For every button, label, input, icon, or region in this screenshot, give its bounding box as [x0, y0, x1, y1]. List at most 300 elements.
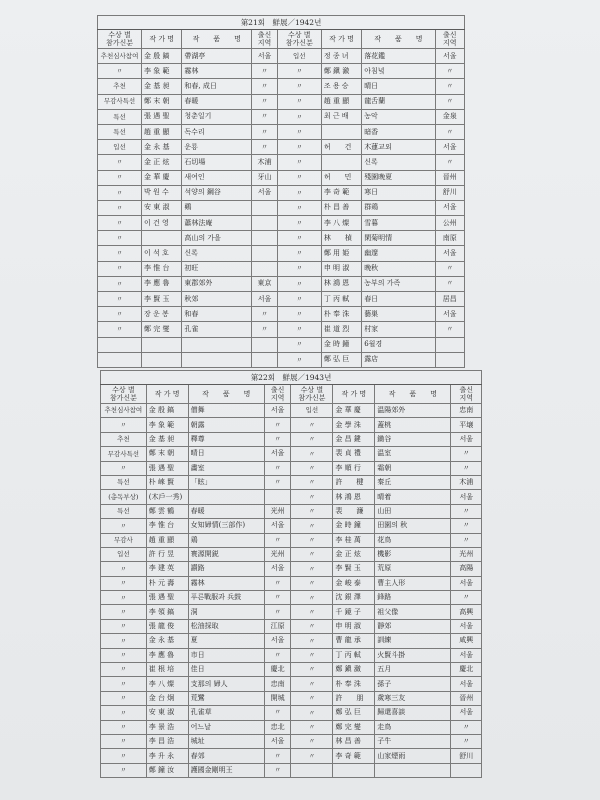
- artist-name-cell: 朴 奉 洙: [333, 677, 375, 691]
- artist-name-cell: 李 奇 範: [321, 185, 361, 200]
- artwork-title-cell: [188, 490, 264, 504]
- artist-name-cell: 金 華 慶: [333, 404, 375, 418]
- table-row: [101, 619, 482, 633]
- artwork-title-cell: 荒原: [375, 562, 451, 576]
- award-status-cell: 〃: [98, 170, 142, 185]
- origin-cell: 서울: [252, 292, 278, 307]
- artist-name-cell: 박 원 수: [142, 185, 182, 200]
- artwork-title-cell: 霧林: [182, 64, 252, 79]
- table-row: [101, 504, 482, 518]
- award-status-cell: 〃: [291, 734, 333, 748]
- artist-name-cell: 朴 奉 洙: [321, 307, 361, 322]
- table-row: [101, 432, 482, 446]
- artwork-title-cell: 霜朝: [375, 461, 451, 475]
- origin-cell: 〃: [252, 79, 278, 94]
- artist-name-cell: 張 遇 聖: [146, 591, 188, 605]
- artist-name-cell: 李 順 行: [333, 461, 375, 475]
- artist-name-cell: 李 八 燦: [146, 677, 188, 691]
- artist-name-cell: [321, 155, 361, 170]
- column-header: 출신 지역: [451, 385, 482, 404]
- artist-name-cell: 鄭 完 燮: [142, 322, 182, 337]
- origin-cell: 公州: [435, 216, 464, 231]
- award-status-cell: 〃: [277, 276, 321, 291]
- award-status-cell: 〃: [98, 322, 142, 337]
- origin-cell: 서울: [252, 185, 278, 200]
- origin-cell: [451, 763, 482, 777]
- column-header: 수상 별 참가신분: [277, 30, 321, 49]
- origin-cell: 開城: [264, 691, 291, 705]
- artwork-title-cell: 花鳥: [375, 533, 451, 547]
- origin-cell: 舒川: [435, 185, 464, 200]
- table-row: [98, 276, 465, 291]
- table-title: 第22회 鮮展／1943년: [101, 371, 482, 385]
- artist-name-cell: 李 象 範: [142, 64, 182, 79]
- artwork-title-cell: 朝露: [188, 418, 264, 432]
- origin-cell: 高陽: [451, 562, 482, 576]
- artist-name-cell: 정 종 녀: [321, 49, 361, 64]
- award-status-cell: 〃: [291, 605, 333, 619]
- origin-cell: 서울: [435, 200, 464, 215]
- artwork-title-cell: 운룡: [182, 140, 252, 155]
- artist-name-cell: 趙 重 顯: [146, 533, 188, 547]
- table-row: [101, 404, 482, 418]
- award-status-cell: 〃: [101, 763, 147, 777]
- table-row: [101, 706, 482, 720]
- origin-cell: 〃: [264, 749, 291, 763]
- artwork-title-cell: 秋郊: [182, 292, 252, 307]
- artwork-title-cell: 歸還喜談: [375, 706, 451, 720]
- table-row: [101, 734, 482, 748]
- table-row: [98, 185, 465, 200]
- artwork-title-cell: 帶湖亭: [182, 49, 252, 64]
- artwork-title-cell: 청춘일기: [182, 109, 252, 124]
- table-row: [101, 547, 482, 561]
- artist-name-cell: 鄭 弘 巨: [333, 706, 375, 720]
- artist-name-cell: 金 永 基: [142, 140, 182, 155]
- award-status-cell: 〃: [291, 562, 333, 576]
- artist-name-cell: 朴 元 壽: [146, 576, 188, 590]
- artist-name-cell: 金 華 慶: [142, 170, 182, 185]
- origin-cell: [252, 200, 278, 215]
- table-row: [101, 591, 482, 605]
- origin-cell: 서울: [252, 49, 278, 64]
- artwork-title-cell: 春日: [362, 292, 435, 307]
- award-status-cell: 〃: [277, 155, 321, 170]
- artist-name-cell: 金 時 鐘: [321, 337, 361, 352]
- award-status-cell: 〃: [277, 64, 321, 79]
- origin-cell: 光州: [264, 504, 291, 518]
- artwork-title-cell: 温室: [375, 447, 451, 461]
- table-row: [101, 691, 482, 705]
- artist-name-cell: 金 永 基: [146, 634, 188, 648]
- award-status-cell: 무감사특선: [101, 447, 147, 461]
- award-status-cell: 입선: [277, 49, 321, 64]
- column-header: 작 품 명: [182, 30, 252, 49]
- origin-cell: 晉州: [435, 170, 464, 185]
- award-status-cell: 〃: [101, 734, 147, 748]
- award-status-cell: 〃: [291, 504, 333, 518]
- artwork-title-cell: 鋒路: [375, 591, 451, 605]
- origin-cell: 慶北: [451, 663, 482, 677]
- origin-cell: 〃: [451, 461, 482, 475]
- origin-cell: 江原: [264, 619, 291, 633]
- award-status-cell: 〃: [101, 677, 147, 691]
- artwork-title-cell: 釋尊: [188, 432, 264, 446]
- artwork-title-cell: 寒日: [362, 185, 435, 200]
- artist-name-cell: 李 昌 浩: [146, 734, 188, 748]
- artist-name-cell: 李 應 魯: [146, 648, 188, 662]
- origin-cell: 〃: [435, 94, 464, 109]
- artwork-title-cell: 走鳥: [375, 720, 451, 734]
- artwork-title-cell: 山家煙雨: [375, 749, 451, 763]
- award-status-cell: 추천심사참여: [98, 49, 142, 64]
- award-status-cell: 〃: [291, 663, 333, 677]
- award-status-cell: 입선: [98, 140, 142, 155]
- award-status-cell: 〃: [277, 170, 321, 185]
- artist-name-cell: 李 賢 玉: [333, 562, 375, 576]
- origin-cell: 〃: [252, 109, 278, 124]
- origin-cell: 木浦: [451, 475, 482, 489]
- award-status-cell: 무감사특선: [98, 94, 142, 109]
- artist-name-cell: 장 운 봉: [142, 307, 182, 322]
- column-header: 작 가 명: [146, 385, 188, 404]
- origin-cell: 南原: [435, 231, 464, 246]
- artwork-title-cell: 讃路: [188, 562, 264, 576]
- artwork-title-cell: 松油採取: [188, 619, 264, 633]
- table-row: [98, 231, 465, 246]
- artwork-title-cell: 幽邃: [362, 246, 435, 261]
- table-row: [101, 533, 482, 547]
- award-status-cell: 〃: [291, 418, 333, 432]
- origin-cell: 서울: [451, 490, 482, 504]
- artist-name-cell: 李 建 英: [146, 562, 188, 576]
- artwork-title-cell: 孫子: [375, 677, 451, 691]
- artwork-title-cell: 아침녘: [362, 64, 435, 79]
- artwork-title-cell: 群鶏: [362, 200, 435, 215]
- origin-cell: 〃: [451, 447, 482, 461]
- origin-cell: 〃: [252, 140, 278, 155]
- artist-name-cell: 李 應 魯: [142, 276, 182, 291]
- award-status-cell: 〃: [98, 307, 142, 322]
- artwork-title-cell: 温陽郊外: [375, 404, 451, 418]
- origin-cell: 서울: [451, 648, 482, 662]
- artist-name-cell: 李 領 鎬: [146, 605, 188, 619]
- artwork-title-cell: 女知婦情(三部作): [188, 519, 264, 533]
- artwork-title-cell: 秦丘: [375, 475, 451, 489]
- origin-cell: 〃: [451, 504, 482, 518]
- artist-name-cell: 金 時 鐘: [333, 519, 375, 533]
- artwork-title-cell: 晴日: [362, 79, 435, 94]
- award-status-cell: 〃: [291, 749, 333, 763]
- award-status-cell: 〃: [291, 648, 333, 662]
- award-status-cell: 〃: [277, 352, 321, 367]
- origin-cell: [252, 261, 278, 276]
- column-header: 출신 지역: [435, 30, 464, 49]
- artist-name-cell: 鄭 完 燮: [333, 720, 375, 734]
- artist-name-cell: 金 峻 泰: [333, 576, 375, 590]
- artist-name-cell: [142, 337, 182, 352]
- table-row: [98, 352, 465, 367]
- origin-cell: 〃: [435, 79, 464, 94]
- award-status-cell: 〃: [291, 634, 333, 648]
- table-row: [98, 49, 465, 64]
- table-row: [98, 94, 465, 109]
- origin-cell: 高興: [451, 605, 482, 619]
- artwork-title-cell: [182, 337, 252, 352]
- artist-name-cell: 李 惟 台: [146, 519, 188, 533]
- table-row: [101, 447, 482, 461]
- artist-name-cell: 李 象 範: [146, 418, 188, 432]
- table-row: [101, 749, 482, 763]
- origin-cell: 晉州: [451, 691, 482, 705]
- artist-name-cell: 張 遇 聖: [146, 461, 188, 475]
- award-status-cell: [291, 763, 333, 777]
- artist-name-cell: [142, 231, 182, 246]
- origin-cell: 〃: [451, 591, 482, 605]
- artist-name-cell: 金 基 昶: [146, 432, 188, 446]
- award-status-cell: 〃: [277, 261, 321, 276]
- table-row: [98, 140, 465, 155]
- artwork-title-cell: 高山의 가을: [182, 231, 252, 246]
- artist-name-cell: 林 楨: [321, 231, 361, 246]
- award-status-cell: 〃: [101, 720, 147, 734]
- award-status-cell: 〃: [291, 576, 333, 590]
- artwork-title-cell: 歲寒三友: [375, 691, 451, 705]
- origin-cell: 牙山: [252, 170, 278, 185]
- award-status-cell: 특선: [98, 109, 142, 124]
- artwork-title-cell: 落花鑑: [362, 49, 435, 64]
- award-status-cell: 〃: [98, 64, 142, 79]
- award-status-cell: 〃: [98, 276, 142, 291]
- artwork-title-cell: 孔雀: [182, 322, 252, 337]
- award-status-cell: 〃: [98, 216, 142, 231]
- award-status-cell: 〃: [291, 619, 333, 633]
- origin-cell: 忠北: [264, 720, 291, 734]
- artwork-title-cell: [182, 352, 252, 367]
- table-row: [101, 648, 482, 662]
- column-header: 수상 별 참가신분: [98, 30, 142, 49]
- artist-name-cell: 鄭 雲 鶴: [146, 504, 188, 518]
- table-row: [98, 261, 465, 276]
- artwork-title-cell: 和春: [182, 307, 252, 322]
- table-row: [98, 307, 465, 322]
- artwork-title-cell: 曹主人形: [375, 576, 451, 590]
- table-row: [98, 216, 465, 231]
- artist-name-cell: 裴 貞 禮: [333, 447, 375, 461]
- award-status-cell: 입선: [291, 404, 333, 418]
- origin-cell: 光州: [451, 547, 482, 561]
- artist-name-cell: 鄭 鎭 瀲: [333, 663, 375, 677]
- artist-name-cell: 金 殷 鎬: [146, 404, 188, 418]
- column-header: 작 품 명: [188, 385, 264, 404]
- origin-cell: [264, 490, 291, 504]
- table-row: [101, 461, 482, 475]
- artwork-title-cell: 祖父像: [375, 605, 451, 619]
- table-row: [101, 720, 482, 734]
- artist-name-cell: 李 升 永: [146, 749, 188, 763]
- artist-name-cell: 張 遇 聖: [142, 109, 182, 124]
- origin-cell: 서울: [264, 562, 291, 576]
- artist-name-cell: 李 景 浩: [146, 720, 188, 734]
- artwork-title-cell: 田園의 秋: [375, 519, 451, 533]
- origin-cell: 〃: [264, 763, 291, 777]
- artist-name-cell: 金 台 炯: [146, 691, 188, 705]
- artist-name-cell: 安 東 淑: [142, 200, 182, 215]
- origin-cell: 서울: [435, 140, 464, 155]
- origin-cell: 〃: [435, 322, 464, 337]
- artist-name-cell: 金 基 昶: [142, 79, 182, 94]
- award-status-cell: 〃: [277, 79, 321, 94]
- artwork-title-cell: 村家: [362, 322, 435, 337]
- artist-name-cell: 許 楗: [333, 475, 375, 489]
- award-status-cell: 〃: [98, 246, 142, 261]
- artwork-title-cell: 子牛: [375, 734, 451, 748]
- award-status-cell: 〃: [291, 547, 333, 561]
- table-row: [98, 79, 465, 94]
- artist-name-cell: 鄭 弘 巨: [321, 352, 361, 367]
- award-status-cell: 〃: [98, 231, 142, 246]
- artist-name-cell: 朴 崍 賢: [146, 475, 188, 489]
- artwork-title-cell: 荒鷺: [188, 691, 264, 705]
- origin-cell: 〃: [451, 734, 482, 748]
- origin-cell: [435, 337, 464, 352]
- origin-cell: 서울: [451, 619, 482, 633]
- table-row: [101, 490, 482, 504]
- origin-cell: 〃: [264, 706, 291, 720]
- award-status-cell: 〃: [101, 605, 147, 619]
- award-status-cell: 〃: [291, 519, 333, 533]
- award-status-cell: 〃: [291, 432, 333, 446]
- origin-cell: 서울: [264, 447, 291, 461]
- artist-name-cell: 허 건: [321, 140, 361, 155]
- origin-cell: [435, 352, 464, 367]
- artist-name-cell: 李 八 燦: [321, 216, 361, 231]
- award-status-cell: 〃: [277, 246, 321, 261]
- artist-name-cell: 李 賢 玉: [142, 292, 182, 307]
- origin-cell: 〃: [435, 261, 464, 276]
- artwork-title-cell: 訓練: [375, 634, 451, 648]
- award-status-cell: 〃: [277, 94, 321, 109]
- artist-name-cell: 許 行 昱: [146, 547, 188, 561]
- award-status-cell: 〃: [98, 155, 142, 170]
- artwork-title-cell: 농악: [362, 109, 435, 124]
- table-row: [101, 677, 482, 691]
- artist-name-cell: 安 東 淑: [146, 706, 188, 720]
- table-row: [101, 576, 482, 590]
- award-status-cell: 〃: [291, 533, 333, 547]
- origin-cell: 金泉: [435, 109, 464, 124]
- award-status-cell: 〃: [277, 200, 321, 215]
- origin-cell: 〃: [264, 605, 291, 619]
- table-row: [98, 109, 465, 124]
- award-status-cell: 〃: [101, 749, 147, 763]
- origin-cell: 〃: [435, 124, 464, 139]
- artwork-title-cell: 和春, 成日: [182, 79, 252, 94]
- award-status-cell: 〃: [277, 231, 321, 246]
- origin-cell: [252, 216, 278, 231]
- origin-cell: 〃: [252, 307, 278, 322]
- artist-name-cell: 鄭 末 朝: [142, 94, 182, 109]
- artwork-title-cell: 城址: [188, 734, 264, 748]
- artwork-title-cell: 閑菊明情: [362, 231, 435, 246]
- artist-name-cell: 이 건 영: [142, 216, 182, 231]
- origin-cell: 平壌: [451, 418, 482, 432]
- award-status-cell: 〃: [98, 261, 142, 276]
- table-row: [101, 418, 482, 432]
- table-row: [101, 562, 482, 576]
- origin-cell: 서울: [451, 432, 482, 446]
- artist-name-cell: 金 學 洙: [333, 418, 375, 432]
- artist-name-cell: [333, 763, 375, 777]
- artwork-title-cell: 山田: [375, 504, 451, 518]
- table-row: [101, 763, 482, 777]
- artwork-title-cell: 春暖: [182, 94, 252, 109]
- award-status-cell: 〃: [98, 292, 142, 307]
- origin-cell: 慶北: [264, 663, 291, 677]
- origin-cell: 〃: [264, 475, 291, 489]
- artist-name-cell: 趙 重 顯: [142, 124, 182, 139]
- artist-name-cell: 裴 濂: [333, 504, 375, 518]
- artwork-title-cell: 孔雀草: [188, 706, 264, 720]
- origin-cell: 居昌: [435, 292, 464, 307]
- artist-name-cell: 鄭 鐘 汝: [146, 763, 188, 777]
- award-status-cell: 〃: [101, 576, 147, 590]
- column-header: 작 가 명: [321, 30, 361, 49]
- table-row: [101, 663, 482, 677]
- award-status-cell: 〃: [291, 691, 333, 705]
- column-header: 출신 지역: [252, 30, 278, 49]
- artwork-title-cell: 어느날: [188, 720, 264, 734]
- origin-cell: 木浦: [252, 155, 278, 170]
- artwork-title-cell: 霧林: [188, 576, 264, 590]
- table-row: [101, 634, 482, 648]
- artist-name-cell: 李 奇 範: [333, 749, 375, 763]
- artist-name-cell: 金 正 炫: [333, 547, 375, 561]
- table-row: [101, 605, 482, 619]
- artist-name-cell: 李 桂 萬: [333, 533, 375, 547]
- award-status-cell: 〃: [101, 691, 147, 705]
- origin-cell: 〃: [264, 533, 291, 547]
- artwork-title-cell: 6월경: [362, 337, 435, 352]
- artist-name-cell: 千 鏡 子: [333, 605, 375, 619]
- award-status-cell: 추천: [98, 79, 142, 94]
- origin-cell: 〃: [435, 64, 464, 79]
- artist-name-cell: 林 鴻 恩: [333, 490, 375, 504]
- column-header: 작 가 명: [142, 30, 182, 49]
- artwork-title-cell: 春暖: [188, 504, 264, 518]
- award-status-cell: 〃: [101, 648, 147, 662]
- artist-name-cell: 崔 根 培: [146, 663, 188, 677]
- artist-name-cell: 申 明 淑: [333, 619, 375, 633]
- award-status-cell: 〃: [291, 720, 333, 734]
- origin-cell: 〃: [435, 155, 464, 170]
- artwork-title-cell: 석양의 鋼谷: [182, 185, 252, 200]
- artist-name-cell: 丁 丙 軾: [333, 648, 375, 662]
- artist-name-cell: 趙 重 顯: [321, 94, 361, 109]
- origin-cell: 〃: [252, 94, 278, 109]
- origin-cell: 忠南: [264, 677, 291, 691]
- award-status-cell: 〃: [101, 418, 147, 432]
- artwork-title-cell: 木蓮교외: [362, 140, 435, 155]
- origin-cell: 舒川: [451, 749, 482, 763]
- artist-name-cell: (木戶一秀): [146, 490, 188, 504]
- artwork-title-cell: 火賢斗掛: [375, 648, 451, 662]
- origin-cell: [252, 246, 278, 261]
- table-title: 第21회 鮮展／1942년: [98, 16, 465, 30]
- award-status-cell: [98, 352, 142, 367]
- award-status-cell: 〃: [101, 461, 147, 475]
- origin-cell: 〃: [264, 461, 291, 475]
